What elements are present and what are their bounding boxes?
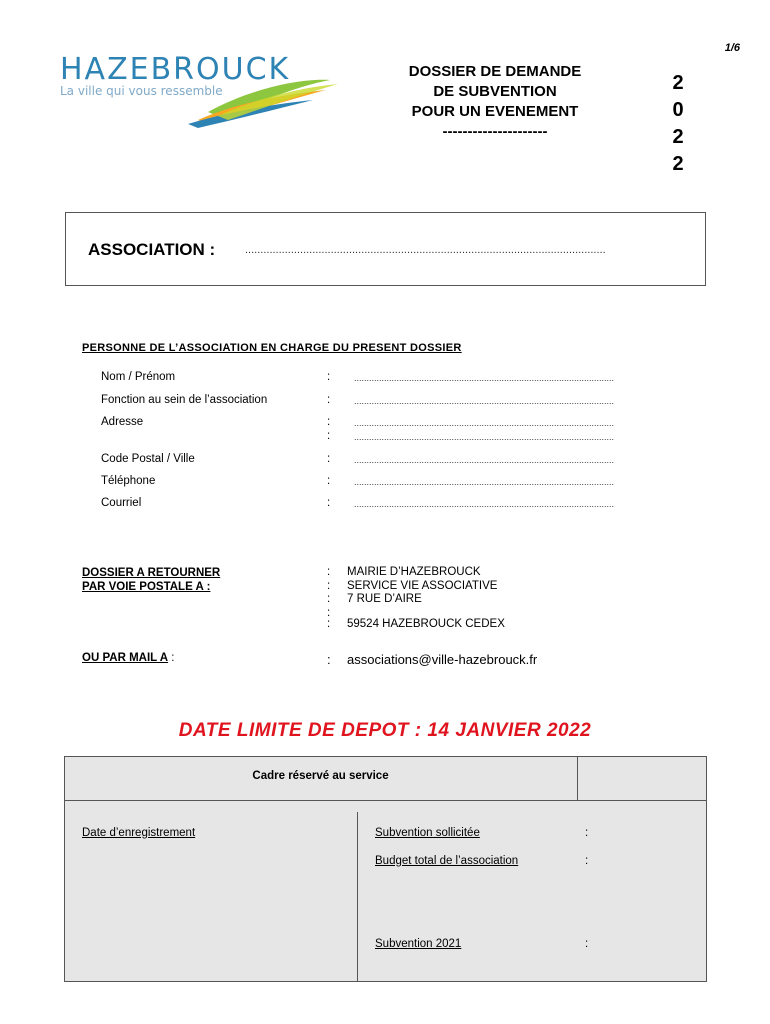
row-colon: : [327, 416, 331, 428]
return-label [82, 566, 220, 594]
person-section-heading: PERSONNE DE L’ASSOCIATION EN CHARGE DU PRESENT DOSSIER [82, 342, 462, 354]
title-line: DOSSIER DE DEMANDE [408, 63, 582, 80]
row-colon: : [327, 371, 331, 383]
return-label-line2: PAR VOIE POSTALE A : [82, 581, 211, 593]
telephone-label: Téléphone [101, 475, 156, 487]
address-line: MAIRIE D’HAZEBROUCK [347, 566, 481, 578]
hazebrouck-logo [58, 50, 348, 140]
title-line: POUR UN EVENEMENT [411, 103, 579, 120]
mail-label-text: OU PAR MAIL A [82, 652, 169, 664]
divider [577, 756, 578, 800]
adresse-field[interactable]: ........................................................................................................ [354, 418, 615, 428]
association-field[interactable]: ...................................................................................................................... [245, 244, 606, 256]
address-line: SERVICE VIE ASSOCIATIVE [347, 579, 498, 592]
document-title [370, 62, 620, 142]
return-address: : MAIRIE D’HAZEBROUCK : SERVICE VIE ASSOCIATIVE : 7 RUE D’AIRE : : 59524 HAZEBROUCK CEDEX [327, 566, 505, 630]
budget-total-label: Budget total de l’association [375, 855, 519, 867]
year-digit: 2 [672, 126, 684, 148]
adresse-label: Adresse [101, 416, 144, 428]
telephone-field[interactable]: ........................................................................................................ [354, 477, 615, 487]
courriel-label: Courriel [101, 497, 142, 509]
nom-prenom-label: Nom / Prénom [101, 371, 176, 383]
date-enregistrement-label: Date d’enregistrement [82, 827, 196, 839]
mail-label-suffix: : [168, 652, 175, 664]
mail-label [82, 652, 174, 664]
page-number: 1/6 [724, 42, 740, 54]
address-line: 59524 HAZEBROUCK CEDEX [347, 618, 505, 630]
row-colon: : [327, 394, 331, 406]
divider [64, 800, 707, 801]
year-digit: 2 [672, 153, 684, 175]
mail-link[interactable]: associations@ville-hazebrouck.fr [347, 652, 538, 667]
year-digit: 0 [672, 99, 684, 121]
row-colon: : [327, 497, 331, 509]
adresse-field-2[interactable]: ........................................................................................................ [354, 432, 615, 442]
deadline-banner: DATE LIMITE DE DEPOT : 14 JANVIER 2022 [178, 720, 592, 741]
subvention-sollicitee-label: Subvention sollicitée [375, 827, 480, 839]
logo-tagline: La ville qui vous ressemble [60, 84, 223, 98]
title-line: DE SUBVENTION [433, 83, 557, 100]
row-colon: : [327, 430, 331, 442]
return-label-line1: DOSSIER A RETOURNER [82, 567, 221, 579]
fonction-label: Fonction au sein de l’association [101, 394, 268, 406]
divider [357, 812, 358, 982]
year-vertical [668, 70, 688, 178]
logo-title: HAZEBROUCK [60, 52, 291, 87]
association-label: ASSOCIATION : [88, 240, 216, 259]
code-postal-ville-label: Code Postal / Ville [101, 453, 195, 465]
code-postal-ville-field[interactable]: ........................................................................................................ [354, 455, 615, 465]
courriel-field[interactable]: ........................................................................................................ [354, 499, 615, 509]
title-line: --------------------- [442, 123, 548, 140]
year-digit: 2 [672, 72, 684, 94]
colon: : [585, 827, 589, 839]
service-box-title: Cadre réservé au service [252, 770, 389, 782]
row-colon: : [327, 453, 331, 465]
fonction-field[interactable]: ........................................................................................................ [354, 396, 615, 406]
colon: : [585, 938, 589, 950]
address-line: 7 RUE D’AIRE [347, 593, 422, 605]
colon: : [585, 855, 589, 867]
subvention-2021-label: Subvention 2021 [375, 938, 462, 950]
nom-prenom-field[interactable]: ........................................................................................................ [354, 373, 615, 383]
mail-address: : associations@ville-hazebrouck.fr [327, 652, 538, 667]
row-colon: : [327, 475, 331, 487]
